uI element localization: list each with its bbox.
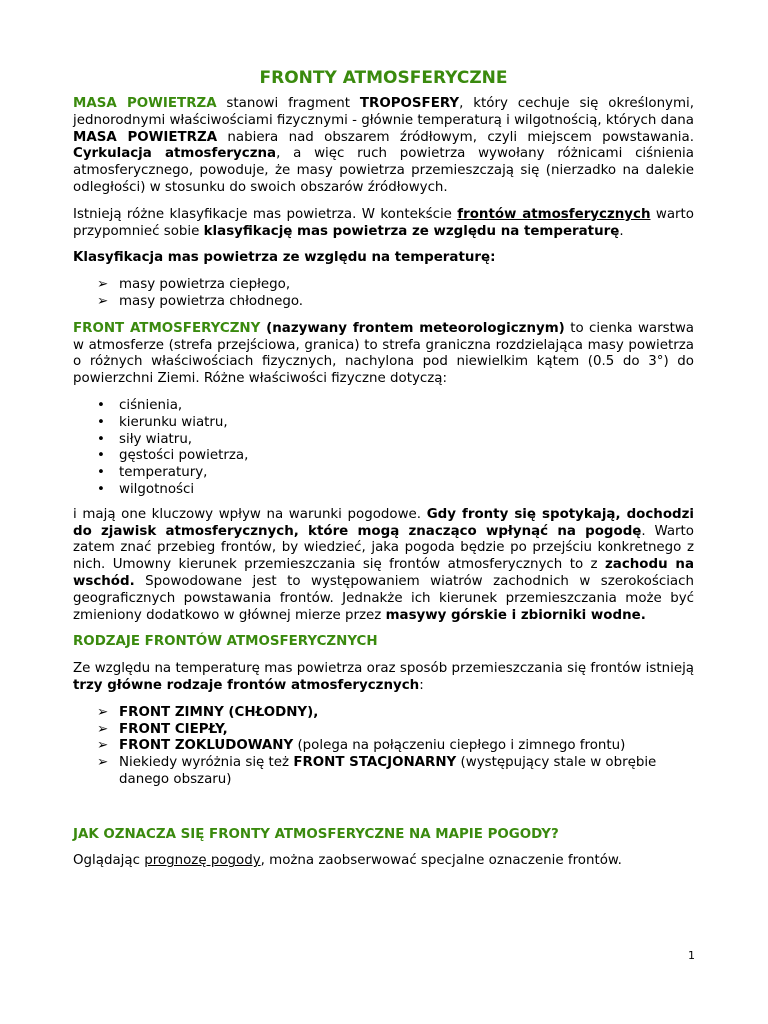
arrow-bullet-icon: ➢ bbox=[97, 738, 109, 754]
paragraph-front-definition: FRONT ATMOSFERYCZNY (nazywany frontem meteorologicznym) to cienka warstwa w atmosferze (strefa przejściowa, granica) to strefa graniczna rozdzielająca masy powietrza o różnych właściwościach fizycznych, nachylona pod niewielkim kątem (0.5 do 3°) do powierzchni Ziemi. Różne właściwości fizyczne dotyczą: bbox=[73, 320, 695, 387]
arrow-bullet-icon: ➢ bbox=[97, 277, 109, 293]
document-title: FRONTY ATMOSFERYCZNE bbox=[259, 68, 508, 88]
list-item: • ciśnienia, bbox=[97, 397, 183, 413]
paragraph-types-intro: Ze względu na temperaturę mas powietrza oraz sposób przemieszczania się frontów istnieją trzy główne rodzaje frontów atmosferycznych: bbox=[73, 661, 694, 693]
arrow-bullet-icon: ➢ bbox=[97, 755, 109, 771]
bullet-icon: • bbox=[97, 448, 105, 464]
page-number: 1 bbox=[688, 949, 695, 962]
list-item: ➢ Niekiedy wyróżnia się też FRONT STACJONARNY (występujący stale w obrębie danego obszaru) bbox=[97, 755, 657, 787]
list-item: ➢ FRONT ZIMNY (CHŁODNY), bbox=[97, 704, 319, 720]
list-front-types bbox=[73, 705, 694, 789]
classification-heading: Klasyfikacja mas powietrza ze względu na temperaturę: bbox=[73, 250, 496, 266]
term-air-mass: MASA POWIETRZA bbox=[73, 96, 217, 111]
list-item: • wilgotności bbox=[97, 481, 195, 497]
link-forecast[interactable]: prognozę pogody bbox=[144, 853, 261, 869]
bullet-icon: • bbox=[97, 414, 105, 430]
list-item: • siły wiatru, bbox=[97, 431, 193, 447]
link-fronts[interactable]: frontów atmosferycznych bbox=[457, 206, 651, 222]
paragraph-front-effects: i mają one kluczowy wpływ na warunki pogodowe. Gdy fronty się spotykają, dochodzi do zjawisk atmosferycznych, które mogą znacząco wpłynąć na pogodę. Warto zatem znać przebieg frontów, by wiedzieć, jaka pogoda będzie po przejściu konkretnego z nich. Umowny kierunek przemieszczania się frontów atmosferycznych to z zachodu na wschód. Spowodowane jest to występowaniem wiatrów zachodnich w szerokościach geograficznych powstawania frontów. Jednakże ich kierunek przemieszczania może być zmieniony dodatkowo w głównej mierze przez masywy górskie i zbiorniki wodne. bbox=[73, 506, 695, 623]
bullet-icon: • bbox=[97, 465, 105, 481]
list-air-mass-types bbox=[73, 277, 694, 311]
section-heading-map: JAK OZNACZA SIĘ FRONTY ATMOSFERYCZNE NA MAPIE POGODY? bbox=[73, 826, 559, 842]
paragraph-forecast: Oglądając prognozę pogody, można zaobserwować specjalne oznaczenie frontów. bbox=[73, 853, 622, 869]
list-item: • gęstości powietrza, bbox=[97, 448, 249, 464]
section-heading-types: RODZAJE FRONTÓW ATMOSFERYCZNYCH bbox=[73, 634, 378, 650]
list-physical-properties bbox=[73, 398, 694, 499]
list-item: ➢ masy powietrza ciepłego, bbox=[97, 277, 291, 293]
arrow-bullet-icon: ➢ bbox=[97, 721, 109, 737]
arrow-bullet-icon: ➢ bbox=[97, 704, 109, 720]
term-front: FRONT ATMOSFERYCZNY bbox=[73, 320, 261, 336]
bullet-icon: • bbox=[97, 481, 105, 497]
arrow-bullet-icon: ➢ bbox=[97, 293, 109, 309]
list-item: ➢ FRONT CIEPŁY, bbox=[97, 721, 228, 737]
paragraph-classifications: Istnieją różne klasyfikacje mas powietrza. W kontekście frontów atmosferycznych warto przypomnieć sobie klasyfikację mas powietrza ze względu na temperaturę. bbox=[73, 206, 694, 239]
term-troposphere: TROPOSFERY bbox=[359, 96, 460, 111]
list-item: • kierunku wiatru, bbox=[97, 414, 228, 430]
bullet-icon: • bbox=[97, 431, 105, 447]
list-item: • temperatury, bbox=[97, 465, 208, 481]
list-item: ➢ FRONT ZOKLUDOWANY (polega na połączeniu ciepłego i zimnego frontu) bbox=[97, 738, 626, 754]
document-page bbox=[73, 68, 694, 870]
paragraph-air-mass: MASA POWIETRZA stanowi fragment TROPOSFERY, który cechuje się określonymi, jednorodnymi właściwościami fizycznymi - głównie temperaturą i wilgotnością, których dana MASA POWIETRZA nabiera nad obszarem źródłowym, czyli miejscem powstawania. Cyrkulacja atmosferyczna, a więc ruch powietrza wywołany różnicami ciśnienia atmosferycznego, powoduje, że masy powietrza przemieszczają się (nierzadko na dalekie odległości) w stosunku do swoich obszarów źródłowych. bbox=[73, 96, 694, 195]
bullet-icon: • bbox=[97, 397, 105, 413]
list-item: ➢ masy powietrza chłodnego. bbox=[97, 293, 304, 309]
